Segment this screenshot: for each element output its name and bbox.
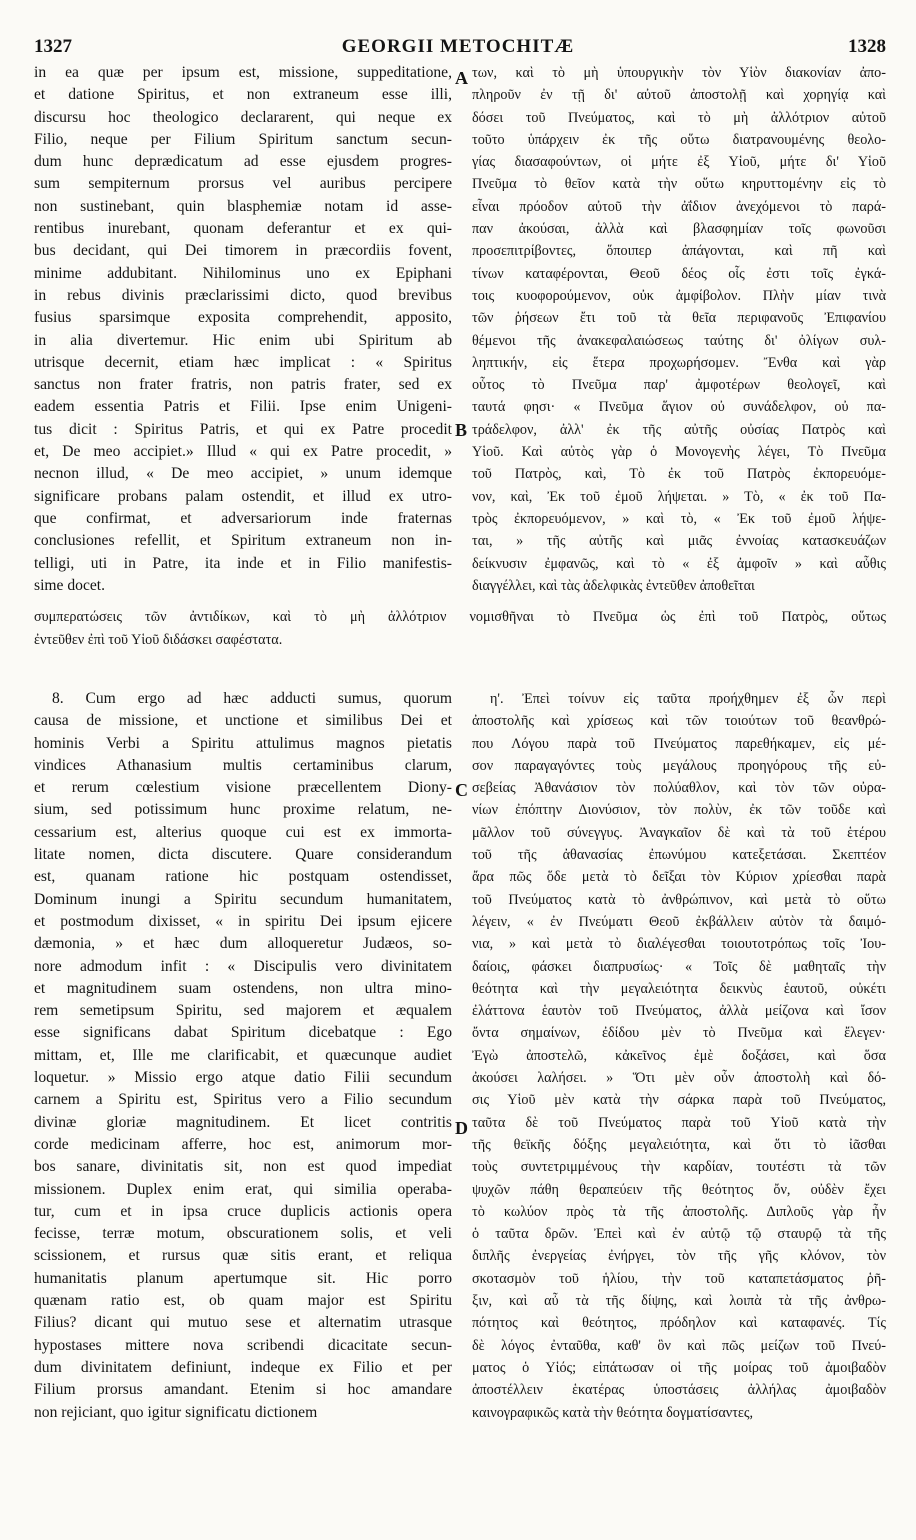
text-line: νια, » καὶ μετὰ τὸ διαλέγεσθαι τοιουτοτρόπως τοῖς Ἰου-: [472, 936, 886, 953]
text-line: utrisque decernit, etiam hæc implicat : « Spiritus: [34, 353, 452, 371]
margin-marker-a: A: [455, 68, 468, 88]
text-line: dæmonia, » et hæc dum alloqueretur Judæos, so-: [34, 935, 452, 953]
text-line: hominis Verbi a Spiritu attulimus magnos pietatis: [34, 734, 452, 752]
greek-column-bottom: [472, 688, 886, 1438]
text-line: δόσει τοῦ Πνεύματος, καὶ τὸ μὴ ἀλλότριον αὐτοῦ: [472, 109, 886, 126]
latin-column-bottom: [34, 688, 452, 1438]
greek-column-top: [472, 62, 886, 602]
text-line: necnon illud, « De meo accipiet, » unum idemque: [34, 465, 452, 483]
text-line: τοῦ Πνεύματος κατὰ τὸ ἀνθρώπινον, καὶ μετὰ τὸ οὕτω: [472, 891, 886, 908]
text-line: εἶναι πρόοδον αὐτοῦ τὴν ἀΐδιον ἀνεχόμενοι τὸ παρά-: [472, 198, 886, 215]
text-line: σον παραγαγόντες τοὺς μεγάλους προηγόρους τῆς εὐ-: [472, 757, 886, 774]
text-line: ἀποστολῆς καὶ χρίσεως καὶ τῶν τοιούτων τοῦ θεανθρώ-: [472, 713, 886, 730]
text-line: λέγειν, « ἐν Πνεύματι Θεοῦ ἐκβάλλειν αὐτὸν τὰ δαιμό-: [472, 913, 886, 930]
text-line: tur, cum et in ipsa cruce duplicis actionis opera: [34, 1202, 452, 1220]
text-line: διαγγέλλει, καὶ τὰς ἀδελφικὰς ἐντεῦθεν ἀποθεῖται: [472, 577, 755, 594]
text-line: in alia divertemur. Hic enim ubi Spiritum ab: [34, 331, 452, 349]
text-line: cessarium est, alterius quoque cui est ex immorta-: [34, 823, 452, 841]
text-line: nore admodum infit : « Discipulis vero divinitatem: [34, 957, 452, 975]
text-line: bus decidant, qui Dei timorem in præcordiis fovent,: [34, 242, 452, 260]
text-line: ληπτικήν, εἰς ἕτερα προχωρήσομεν. Ἔνθα καὶ γὰρ: [472, 354, 886, 371]
text-line: τὸ κωλύον πρὸς τὰ τῆς ἀποστολῆς. Διπλοῦς γὰρ ἦν: [472, 1203, 886, 1220]
text-line: et postmodum dixisset, « in spiritu Dei ipsum ejicere: [34, 912, 452, 930]
text-line: significare probans palam ostendit, et illud ex utro-: [34, 487, 452, 505]
text-line: δὲ λόγος ἐνταῦθα, καθ' ὃν καὶ πῶς μείζων τοῦ Πνεύ-: [472, 1337, 886, 1354]
text-line: carnem a Spiritu est, Spiritus vero a Filio secundum: [34, 1091, 452, 1109]
text-line: καινογραφικῶς κατὰ τὴν θεότητα δογματίσαντες,: [472, 1404, 754, 1421]
spanning-line: συμπερατώσεις τῶν ἀντιδίκων, καὶ τὸ μὴ ἀλλότριον νομισθῆναι τὸ Πνεῦμα ὡς ἐπὶ τοῦ Πατρὸς, οὕτως: [34, 609, 886, 625]
text-line: Dominum inungi a Spiritu secundum humanitatem,: [34, 890, 452, 908]
latin-column-top: [34, 62, 452, 602]
text-line: Filium prorsus amandant. Etenim si hoc amandare: [34, 1381, 452, 1399]
text-line: rem semetipsum Spiritu, sed majorem et æqualem: [34, 1002, 452, 1020]
text-line: παν ἀκούσαι, ἀλλὰ καὶ βλασφημίαν τοῖς φωνοῦσι: [472, 221, 886, 238]
text-line: τοις κυοφορούμενον, οὐκ ἀμφίβολον. Πλὴν μίαν τινὰ: [472, 287, 886, 304]
text-line: τοῦτο ὑπάρχειν ἐκ τῆς οὕτω διατρανουμένης θεολο-: [472, 131, 886, 148]
text-line: que confirmat, et adversariorum inde fraternas: [34, 509, 452, 527]
text-line: litate nomen, dicta discutere. Quare considerandum: [34, 846, 452, 864]
text-line: dum hunc deprædicatum ad esse ejusdem progres-: [34, 153, 452, 171]
text-line: ὁ ταῦτα δρῶν. Ἐπεὶ καὶ ἐν αὐτῷ τῷ σταυρῷ τὰ τῆς: [472, 1226, 886, 1243]
text-line: esse significans dabat Spiritum dicebatque : Ego: [34, 1024, 452, 1042]
text-line: et rerum cœlestium visione præcellentem Diony-: [34, 779, 452, 797]
text-line: που Λόγου παρὰ τοῦ Πνεύματος παρεθήκαμεν, εἰς μέ-: [472, 735, 886, 752]
text-line: Filio, neque per Filium Spiritum sanctum secun-: [34, 130, 452, 148]
page-number-left: 1327: [34, 36, 72, 57]
text-line: divinæ gloriæ magnitudinem. Et licet contritis: [34, 1113, 452, 1131]
text-line: loquetur. » Missio ergo atque datio Filii secundum: [34, 1069, 452, 1087]
text-line: ψυχῶν πάθη θεραπεύειν τῆς θεότητος ὄν, οὐδὲν ἔχει: [472, 1181, 886, 1198]
text-line: ματος ὁ Υἱός; εἰπάτωσαν οἱ τῆς μοίρας τοῦ ἀμοιβαδὸν: [472, 1359, 886, 1376]
text-line: Υἱοῦ. Καὶ αὐτὸς γὰρ ὁ Μονογενὴς λέγει, Τὸ Πνεῦμα: [472, 444, 886, 461]
text-line: ὄντα σημαίνων, ἐδίδου μὲν τὸ Πνεῦμα καὶ ἔλεγεν·: [472, 1025, 886, 1042]
text-line: corde medicinam afferre, hoc est, animorum mor-: [34, 1135, 452, 1153]
text-line: missionem. Duplex enim erat, qui similia operaba-: [34, 1180, 452, 1198]
text-line: quænam ratio est, ob quam major est Spiritu: [34, 1292, 452, 1310]
text-line: ἐλάττονα ἑαυτὸν τοῦ Πνεύματος, ἀλλὰ μείζονα καὶ ἴσον: [472, 1003, 886, 1020]
text-line: discursu hoc theologico declararent, qui neque ex: [34, 108, 452, 126]
text-line: ταῦτα δὲ τοῦ Πνεύματος παρὰ τοῦ Υἱοῦ κατὰ τὴν: [472, 1114, 886, 1131]
spanning-line: ἐντεῦθεν ἐπὶ τοῦ Υἱοῦ διδάσκει σαφέστατα.: [34, 632, 283, 648]
text-line: σις Υἱοῦ μὲν κατὰ τὴν σάρκα παρὰ τοῦ Πνεύματος,: [472, 1092, 886, 1109]
text-line: θεότητα καὶ τὴν μεγαλειότητα δεικνὺς ἑαυτοῦ, οὐκέτι: [472, 980, 886, 997]
text-line: τῆς θεϊκῆς δόξης μεγαλειότητα, καὶ ὅτι τὸ ἰᾶσθαι: [472, 1136, 886, 1153]
text-line: πότητος καὶ θεότητος, πρόδηλον καὶ καταφανές. Τίς: [472, 1315, 886, 1332]
text-line: est, quanam ratione hic postquam ostendisset,: [34, 868, 452, 886]
text-line: τράδελφον, ἀλλ' ἐκ τῆς αὐτῆς οὐσίας Πατρὸς καὶ: [472, 421, 886, 438]
text-line: τοῦ Πατρὸς, καὶ, Τὸ ἐκ τοῦ Πατρὸς ἐκπορευόμε-: [472, 466, 886, 483]
text-line: διπλῆς ἐνεργείας ἐνήργει, τὸν τῆς γῆς κλόνον, τὸν: [472, 1248, 886, 1265]
text-line: Πνεῦμα τὸ θεῖον κατὰ τὴν οὕτω κηρυττομένην εἰς τὸ: [472, 176, 886, 193]
text-line: in rebus divinis præclarissimi dicto, quod brevibus: [34, 286, 452, 304]
text-line: σκοτασμὸν τοῦ ἡλίου, τὴν τοῦ καταπετάσματος ῥῆ-: [472, 1270, 886, 1287]
text-line: et, De meo accipiet.» Illud « qui ex Patre procedit, »: [34, 443, 452, 461]
text-line: ξιν, καὶ αὖ τὰ τῆς δίψης, καὶ λοιπὰ τὰ τῆς ἀνθρω-: [472, 1293, 886, 1310]
text-line: οὗτος τὸ Πνεῦμα παρ' ἀμφοτέρων θεολογεῖ, καὶ: [472, 377, 886, 394]
text-line: σεβείας Ἀθανάσιον τὸν πολύαθλον, καὶ τὸν τῶν οὐρα-: [472, 780, 886, 797]
text-line: in ea quæ per ipsum est, missione, suppeditatione,: [34, 64, 452, 81]
text-line: telligi, uti in Patre, ita inde et in Filio manifestis-: [34, 554, 452, 572]
text-line: non rejiciant, quo igitur significatu dictionem: [34, 1403, 318, 1421]
text-line: vindices Athanasium multis certaminibus clarum,: [34, 756, 452, 774]
text-line: τοῦ τῆς ἀθανασίας ἐπωνύμου κατεξετάσαι. Σκεπτέον: [472, 847, 886, 864]
text-line: non sustinebant, quin blasphemiæ notam id asse-: [34, 197, 452, 215]
text-line: fecisse, terræ motum, obscurationem solis, et veli: [34, 1225, 452, 1243]
text-line: Filius? dicant qui mutuo sese et alternatim utrasque: [34, 1314, 452, 1332]
margin-marker-b: B: [455, 420, 468, 440]
text-line: hypostases mittere nova scribendi dicacitate secun-: [34, 1336, 452, 1354]
text-line: humanitatis planum apertumque sit. Hic porro: [34, 1269, 452, 1287]
text-line: tus dicit : Spiritus Patris, et qui ex Patre procedit: [34, 420, 452, 438]
text-line: sum sempiternum prorsus vel auribus percipere: [34, 175, 452, 193]
text-line: bos sanare, divinitatis sit, non est quod impediat: [34, 1158, 452, 1176]
text-line: τίνων καταφέρονται, Θεοῦ δέος οἷς ἐστι τοῖς ἐγκά-: [472, 265, 886, 282]
text-line: νον, καὶ, Ἐκ τοῦ ἐμοῦ λήψεται. » Τὸ, « ἐκ τοῦ Πα-: [472, 488, 886, 505]
running-header: [0, 36, 916, 60]
text-line: scissionem, et rursus quæ sitis erant, et reliqua: [34, 1247, 452, 1265]
text-line: τοὺς συντετριμμένους τὴν καρδίαν, τουτέστι τὰ τῶν: [472, 1159, 886, 1176]
text-line: conclusiones refellit, et Spiritum extraneum non in-: [34, 532, 452, 550]
margin-marker-c: C: [455, 780, 468, 800]
text-line: eadem essentia Patris et Filii. Ipse enim Unigeni-: [34, 398, 452, 416]
text-line: 8. Cum ergo ad hæc adducti sumus, quorum: [52, 690, 452, 707]
text-line: θέμενοι τῆς ἀνακεφαλαιώσεως ταύτης δι' ὀλίγων συλ-: [472, 332, 886, 349]
text-line: ἄρα πῶς ὅδε μετὰ τὸ δεῖξαι τὸν Κύριον χρίεσθαι παρὰ: [472, 869, 886, 886]
text-line: πληροῦν ἐν τῇ δι' αὐτοῦ ἀποστολῇ καὶ χορηγίᾳ καὶ: [472, 87, 886, 104]
text-line: causa de missione, et unctione et similibus Dei et: [34, 712, 452, 730]
text-line: et datione Spiritus, et non extraneum esse illi,: [34, 86, 452, 104]
text-line: minime addubitant. Nihilominus uno ex Epiphani: [34, 264, 452, 282]
text-line: ταυτά φησι· « Πνεῦμα ἅγιον οὐ συνάδελφον, οὐ πα-: [472, 399, 886, 416]
text-line: ται, » τῆς αὐτῆς καὶ μιᾶς ἐννοίας κατασκευάζων: [472, 533, 886, 550]
text-line: δαίοις, φάσκει διαπρυσίως· « Τοῖς δὲ μαθηταῖς τὴν: [472, 958, 886, 975]
margin-marker-d: D: [455, 1118, 468, 1138]
text-line: δείκνυσιν ἐμφανῶς, καὶ τὸ « ἐξ ἀμφοῖν » καὶ αὖθις: [472, 555, 886, 572]
text-line: mittam, et, Ille me clarificabit, et quæcunque audiet: [34, 1046, 452, 1064]
text-line: Ἐγὼ ἀποστελῶ, κἀκεῖνος ἐμὲ δοξάσει, καὶ ὅσα: [472, 1047, 886, 1064]
running-title: GEORGII METOCHITÆ: [341, 36, 575, 57]
text-line: τρὸς ἐκπορευόμενον, » καὶ τὸ, « Ἐκ τοῦ ἐμοῦ λήψε-: [472, 510, 886, 527]
text-line: et magnitudinem suam ostendens, non ultra mino-: [34, 979, 452, 997]
text-line: η'. Ἐπεὶ τοίνυν εἰς ταῦτα προήχθημεν ἐξ ὧν περὶ: [490, 691, 886, 707]
text-line: sime docet.: [34, 576, 106, 594]
text-line: sanctus non frater fratris, non patris frater, sed ex: [34, 376, 452, 394]
text-line: τῶν ῥήσεων ἔτι τοῦ τὰ θεῖα περιφανοῦς Ἐπιφανίου: [472, 310, 886, 327]
text-line: sium, sed potissimum hunc proxime relatum, ne-: [34, 801, 452, 819]
text-line: ἀποστέλλειν ἑκατέρας ὑποστάσεις ἀλλήλας ἀμοιβαδὸν: [472, 1382, 886, 1399]
text-line: ἀκούσει λαλήσει. » Ὅτι μὲν οὖν ἀποστολὴ καὶ δό-: [472, 1070, 886, 1087]
text-line: dum divinitatem definiunt, indeque ex Filio et per: [34, 1358, 452, 1376]
text-line: γίας διασαφούντων, οἱ μήτε ἐξ Υἱοῦ, μήτε δι' Υἱοῦ: [472, 154, 886, 171]
text-line: νίων ἐπόπτην Διονύσιον, τὸν πολὺν, ἐκ τῶν τοῦδε καὶ: [472, 802, 886, 819]
text-line: των, καὶ τὸ μὴ ὑπουργικὴν τὸν Υἱὸν διακονίαν ἀπο-: [472, 65, 886, 81]
text-line: fusius sparsimque exposita comprehendit, apposito,: [34, 309, 452, 327]
text-line: rentibus inurebant, quonam deferantur et ex qui-: [34, 220, 452, 238]
text-line: προσεπιτρίβοντες, ὅποιπερ ἀπάγονται, καὶ πῆ καὶ: [472, 243, 886, 260]
text-line: μᾶλλον τοῦ σύνεγγυς. Ἀναγκαῖον δὲ καὶ τὰ τοῦ ἑτέρου: [472, 824, 886, 841]
page-number-right: 1328: [848, 36, 886, 57]
